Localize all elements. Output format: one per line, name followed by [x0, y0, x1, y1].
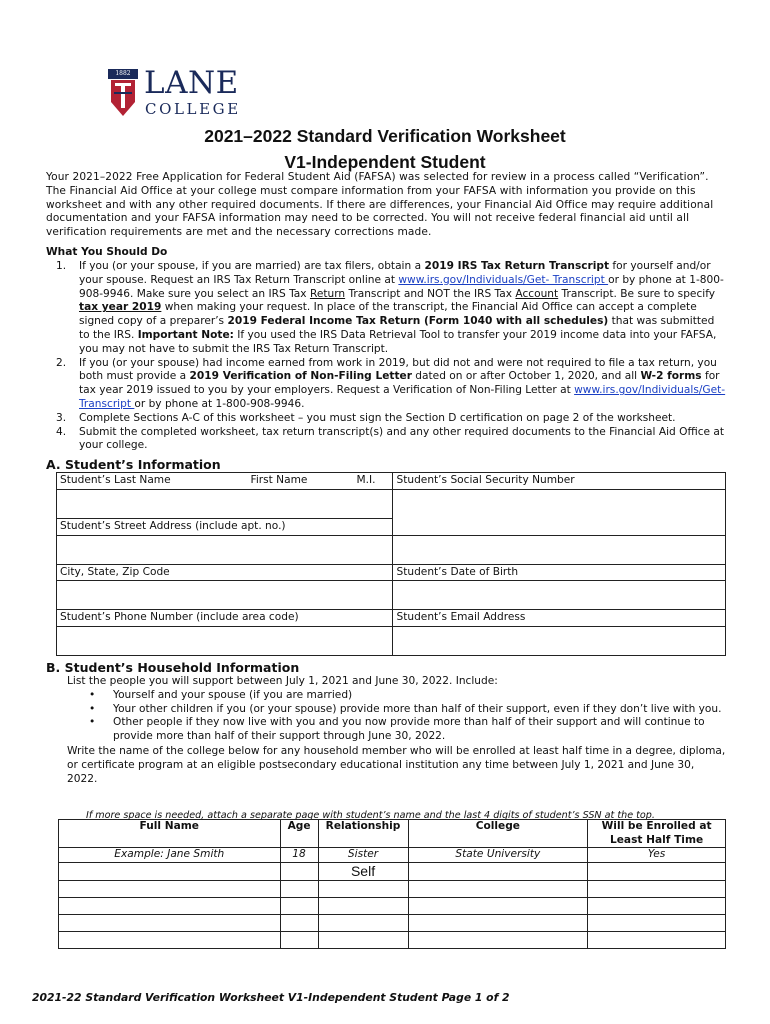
street-input-extra[interactable] [393, 535, 726, 564]
student-info-table [56, 472, 726, 656]
header-college: College [408, 820, 588, 848]
table-row [59, 880, 726, 897]
step-text: for yourself and/or your spouse. Request an IRS Tax Return Transcript online at [79, 260, 711, 286]
age-input[interactable] [280, 880, 318, 897]
relationship-input[interactable] [318, 914, 408, 931]
table-row [59, 897, 726, 914]
step-bold: W-2 forms [640, 370, 702, 383]
table-row [59, 931, 726, 948]
first-name-label: First Name [250, 474, 308, 486]
name-input[interactable] [59, 880, 281, 897]
step-1 [46, 260, 726, 357]
example-relationship: Sister [318, 848, 408, 863]
bullet-item: • Yourself and your spouse (if you are married) [89, 689, 727, 703]
extra-space-note: If more space is needed, attach a separate page with student’s name and the last 4 digits of student’s SSN at the top. [86, 810, 655, 821]
household-header-row [59, 820, 726, 848]
college-input[interactable] [408, 914, 588, 931]
last-name-label: Student’s Last Name [60, 474, 171, 486]
irs-nonfiling-link[interactable]: www.irs.gov/Individuals/Get-Transcript [79, 384, 726, 410]
age-input[interactable] [280, 862, 318, 880]
enrolled-input[interactable] [588, 931, 726, 948]
relationship-input[interactable] [318, 897, 408, 914]
city-label-cell [57, 564, 393, 581]
street-label-cell [57, 518, 393, 535]
step-text: or by phone at 1-800-908-9946. [134, 397, 305, 410]
steps-list [46, 260, 726, 453]
step-underline: Account [515, 287, 559, 300]
lane-college-logo [108, 65, 241, 122]
header-full-name: Full Name [59, 820, 281, 848]
ssn-label-cell [393, 473, 726, 490]
section-a-heading: A. Student’s Information [46, 457, 221, 472]
enrolled-input[interactable] [588, 862, 726, 880]
step-text: Submit the completed worksheet, tax return transcript(s) and any other required documents to the Financial Aid Office at your college. [79, 425, 725, 452]
example-name: Example: Jane Smith [59, 848, 281, 863]
logo-name-top: LANE [144, 65, 239, 101]
worksheet-subtitle: V1-Independent Student [284, 152, 486, 172]
bullet-item: • Your other children if you (or your spouse) provide more than half of their support, even if they don’t live with you. [89, 703, 727, 717]
step-number: 1. [56, 260, 67, 272]
age-input[interactable] [280, 914, 318, 931]
step-bold: Important Note: [137, 328, 234, 341]
phone-input[interactable] [57, 627, 393, 656]
city-input[interactable] [57, 581, 393, 610]
college-input[interactable] [408, 862, 588, 880]
relationship-input[interactable] [318, 880, 408, 897]
college-input[interactable] [408, 880, 588, 897]
household-bullets [89, 689, 727, 744]
step-text: or by phone at 1-800-908-9946. Make sure you select an IRS Tax [79, 273, 724, 300]
step-text: Transcript and NOT the IRS Tax [345, 287, 516, 300]
name-input[interactable] [59, 862, 281, 880]
step-number: 2. [56, 356, 67, 369]
step-text: that was submitted to the IRS. [79, 315, 715, 341]
email-input[interactable] [393, 627, 726, 656]
step-4 [46, 426, 726, 454]
intro-paragraph: Your 2021–2022 Free Application for Federal Student Aid (FAFSA) was selected for review in a process called “Verification”. The Financial Aid Office at your college must compare information from your FAFSA with information you provide on this worksheet and with any other required documents. If there are differences, your Financial Aid Office may require additional documentation and your FAFSA information may need to be corrected. You will not receive federal financial aid until all verification requirements are met and the necessary corrections made. [46, 171, 714, 239]
dob-label-cell [393, 564, 726, 581]
household-list-intro: List the people you will support between July 1, 2021 and June 30, 2022. Include: [67, 675, 498, 687]
step-underline: Return [309, 287, 346, 300]
example-college: State University [408, 848, 588, 863]
section-b-heading: B. Student’s Household Information [46, 660, 300, 675]
street-label: Student’s Street Address (include apt. no.) [60, 519, 286, 532]
step-bold: 2019 Verification of Non-Filing Letter [189, 370, 412, 383]
step-text: for tax year 2019 issued to you by your employers. Request a Verification of Non-Filing Letter at [79, 370, 720, 397]
header-age: Age [280, 820, 318, 848]
bullet-item: • Other people if they now live with you and you now provide more than half of their support and will continue to provide more than half of their support through June 30, 2022. [89, 716, 727, 744]
what-you-should-do-heading: What You Should Do [46, 246, 168, 258]
self-relationship: Self [318, 862, 408, 880]
enrolled-input[interactable] [588, 880, 726, 897]
ssn-label: Student’s Social Security Number [396, 474, 575, 486]
enrolled-input[interactable] [588, 914, 726, 931]
name-labels-cell [57, 473, 393, 490]
step-text: when making your request. In place of the transcript, the Financial Aid Office can accept a complete signed copy of a preparer’s [79, 301, 697, 328]
email-label: Student’s Email Address [396, 611, 526, 624]
city-label: City, State, Zip Code [60, 565, 170, 578]
step-bold-underline: tax year 2019 [79, 301, 162, 314]
name-input[interactable] [57, 489, 393, 518]
step-text: If you (or your spouse) had income earned from work in 2019, but did not and were not required to file a tax return, you both must provide a [79, 356, 717, 383]
logo-year: 1882 [108, 69, 138, 79]
college-input[interactable] [408, 931, 588, 948]
household-instructions [67, 675, 727, 786]
name-input[interactable] [59, 914, 281, 931]
name-input[interactable] [59, 931, 281, 948]
header-enrolled: Will be Enrolled at Least Half Time [588, 820, 726, 848]
table-row [59, 862, 726, 880]
step-text: Complete Sections A-C of this worksheet – you must sign the Section D certification on page 2 of the worksheet. [79, 411, 676, 424]
logo-name-bottom: COLLEGE [145, 100, 241, 118]
age-input[interactable] [280, 931, 318, 948]
dob-input[interactable] [393, 581, 726, 610]
irs-transcript-link[interactable]: www.irs.gov/Individuals/Get- Transcript [398, 273, 609, 286]
step-bold: 2019 IRS Tax Return Transcript [424, 260, 610, 272]
household-table [58, 819, 726, 949]
page-footer: 2021-22 Standard Verification Worksheet V1-Independent Student Page 1 of 2 [32, 991, 510, 1004]
step-text: dated on or after October 1, 2020, and all [411, 370, 641, 383]
age-input[interactable] [280, 897, 318, 914]
mi-label: M.I. [356, 474, 376, 486]
enrolled-input[interactable] [588, 897, 726, 914]
step-number: 3. [56, 411, 67, 424]
phone-label-cell [57, 610, 393, 627]
example-age: 18 [280, 848, 318, 863]
street-input[interactable] [57, 535, 393, 564]
step-text: If you (or your spouse, if you are married) are tax filers, obtain a [79, 260, 425, 272]
example-row [59, 848, 726, 863]
table-row [59, 914, 726, 931]
step-bold: 2019 Federal Income Tax Return (Form 1040 with all schedules) [227, 315, 609, 328]
email-label-cell [393, 610, 726, 627]
phone-label: Student’s Phone Number (include area code) [60, 611, 299, 624]
college-instructions: Write the name of the college below for any household member who will be enrolled at least half time in a degree, diploma, or certificate program at an eligible postsecondary educational institution any time between July 1, 2021 and June 30, 2022. [67, 744, 726, 785]
relationship-input[interactable] [318, 931, 408, 948]
worksheet-title: 2021–2022 Standard Verification Worksheet [204, 126, 566, 146]
step-text: If you used the IRS Data Retrieval Tool to transfer your 2019 income data into your FAFSA, you may not have to submit the IRS Tax Return Transcript. [79, 328, 717, 355]
step-number: 4. [56, 425, 67, 438]
step-3 [46, 412, 726, 426]
example-enrolled: Yes [588, 848, 726, 863]
college-input[interactable] [408, 897, 588, 914]
header-relationship: Relationship [318, 820, 408, 848]
dob-label: Student’s Date of Birth [396, 565, 519, 578]
ssn-input[interactable] [393, 489, 726, 535]
name-input[interactable] [59, 897, 281, 914]
step-2 [46, 357, 726, 412]
step-text: Transcript. Be sure to specify [558, 287, 716, 300]
